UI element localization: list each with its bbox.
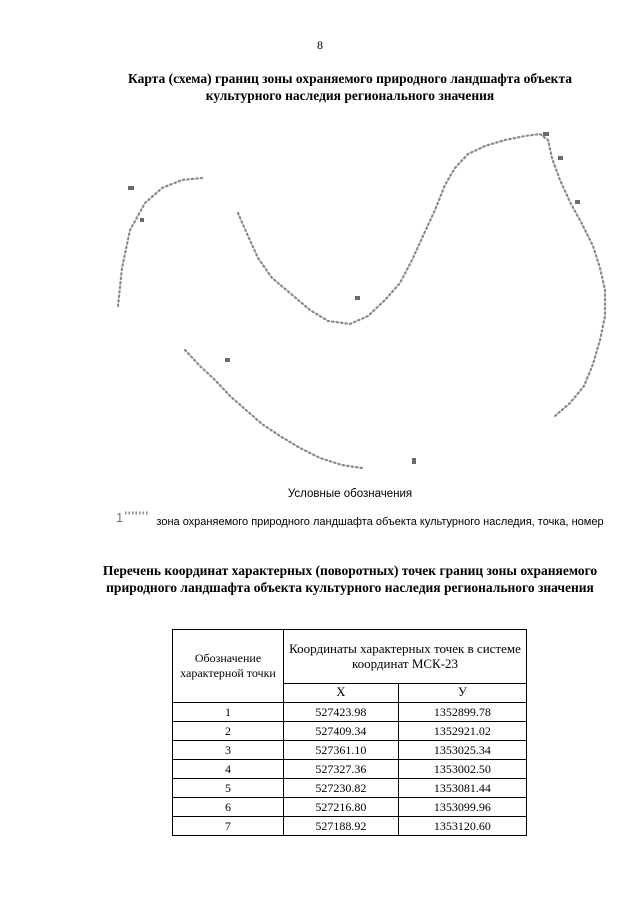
coord-x: 527327.36 xyxy=(284,760,399,779)
table-row xyxy=(173,798,527,817)
coord-y: 1353081.44 xyxy=(398,779,526,798)
boundary-line-upper xyxy=(118,134,605,416)
point-number: 3 xyxy=(173,741,284,760)
boundary-point-3 xyxy=(575,200,580,204)
table-row xyxy=(173,817,527,836)
coord-x: 527423.98 xyxy=(284,703,399,722)
coord-x: 527216.80 xyxy=(284,798,399,817)
map-title: Карта (схема) границ зоны охраняемого природного ландшафта объекта культурного наследия регионального значения xyxy=(127,71,573,103)
boundary-point-5 xyxy=(140,218,144,222)
boundary-map xyxy=(100,118,620,483)
point-number: 1 xyxy=(173,703,284,722)
point-number: 7 xyxy=(173,817,284,836)
boundary-point-6 xyxy=(355,296,360,300)
page-number: 8 xyxy=(317,38,323,52)
table-row xyxy=(173,779,527,798)
point-number: 2 xyxy=(173,722,284,741)
coordinates-table xyxy=(172,629,527,836)
legend-symbol-number: 1 xyxy=(116,510,124,525)
coord-y: 1352899.78 xyxy=(398,703,526,722)
coord-y: 1353025.34 xyxy=(398,741,526,760)
column-header-x: X xyxy=(284,683,399,702)
legend-heading: Условные обозначения xyxy=(287,488,413,500)
boundary-point-1 xyxy=(543,132,549,136)
column-header-coordinates: Координаты характерных точек в системе координат МСК-23 xyxy=(284,630,527,684)
table-row xyxy=(173,760,527,779)
boundary-point-8 xyxy=(412,458,416,464)
point-number: 5 xyxy=(173,779,284,798)
table-row xyxy=(173,703,527,722)
legend-symbol xyxy=(115,507,155,525)
coord-y: 1353002.50 xyxy=(398,760,526,779)
coord-x: 527361.10 xyxy=(284,741,399,760)
coord-x: 527409.34 xyxy=(284,722,399,741)
boundary-line-lower xyxy=(185,350,362,468)
column-header-y: У xyxy=(398,683,526,702)
coord-y: 1353120.60 xyxy=(398,817,526,836)
coordinates-title: Перечень координат характерных (поворотных) точек границ зоны охраняемого природного ландшафта объекта культурного наследия регионального значения xyxy=(102,563,598,595)
coord-y: 1352921.02 xyxy=(398,722,526,741)
boundary-map-drawing xyxy=(100,118,620,483)
table-row xyxy=(173,722,527,741)
point-number: 4 xyxy=(173,760,284,779)
legend-description: зона охраняемого природного ландшафта объекта культурного наследия, точка, номер xyxy=(156,516,604,528)
boundary-point-2 xyxy=(558,156,563,160)
coord-y: 1353099.96 xyxy=(398,798,526,817)
boundary-point-7 xyxy=(225,358,230,362)
coord-x: 527230.82 xyxy=(284,779,399,798)
table-row xyxy=(173,741,527,760)
boundary-point-4 xyxy=(128,186,134,190)
point-number: 6 xyxy=(173,798,284,817)
column-header-point: Обозначение характерной точки xyxy=(173,630,284,703)
coord-x: 527188.92 xyxy=(284,817,399,836)
